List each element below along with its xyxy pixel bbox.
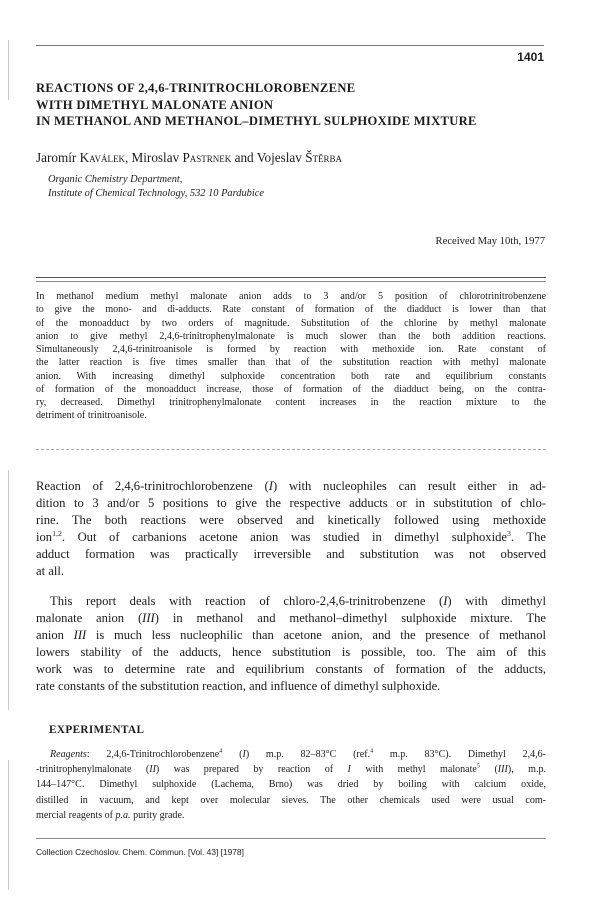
scan-margin-mark	[8, 760, 9, 890]
article-title	[36, 80, 566, 130]
abstract-line: to give the mono- and di-adducts. Rate constant of formation of the diadduct is lower than that	[36, 304, 546, 316]
abstract-line: of the monoadduct by two orders of magnitude. Substitution of the chlorine by methyl malonate	[36, 317, 546, 329]
body-line: Reaction of 2,4,6-trinitrochlorobenzene (I) with nucleophiles can result either in ad-	[36, 479, 547, 493]
author-separator: , Miroslav	[124, 150, 183, 165]
reagents-line: -trinitrophenylmalonate (II) was prepared by reaction of I with methyl malonate$^5$ (III), m.p.	[36, 762, 547, 776]
body-line: rate constants of the substitution reaction, and influence of dimethyl sulphoxide.	[36, 679, 441, 693]
abstract	[36, 290, 546, 423]
body-line: dition to 3 and/or 5 positions to give the respective adducts or in substitution of chlo-	[36, 496, 546, 510]
author-surname: Štěrba	[305, 150, 343, 165]
abstract-top-rule	[36, 277, 546, 278]
body-line: anion III is much less nucleophilic than acetone anion, and the presence of methanol	[36, 628, 546, 642]
body-line: rine. The both reactions were observed and kinetically followed using methoxide	[36, 513, 546, 527]
abstract-line: anion. With increasing dimethyl sulphoxide concentration both rate and equilibrium constants	[36, 370, 546, 382]
intro-paragraph-1	[36, 478, 546, 580]
title-line: REACTIONS OF 2,4,6-TRINITROCHLOROBENZENE	[36, 81, 356, 95]
author-surname: Kaválek	[79, 150, 125, 165]
received-date: Received May 10th, 1977	[435, 236, 545, 247]
affiliation	[48, 173, 264, 200]
title-line: WITH DIMETHYL MALONATE ANION	[36, 97, 274, 112]
affiliation-line: Organic Chemistry Department,	[48, 174, 183, 185]
affiliation-line: Institute of Chemical Technology, 532 10 Pardubice	[48, 187, 264, 199]
abstract-line: anion to give methyl 2,4,6-trinitrophenylmalonate is much slower than the both addition reactions.	[36, 330, 546, 342]
title-line: IN METHANOL AND METHANOL–DIMETHYL SULPHOXIDE MIXTURE	[36, 114, 477, 128]
author-first-name: Jaromír	[36, 150, 80, 165]
abstract-line: ry, decreased. Dimethyl trinitrophenylmalonate content increases in the reaction mixture to the	[36, 397, 546, 408]
abstract-top-rule	[36, 281, 546, 282]
journal-footer: Collection Czechoslov. Chem. Commun. [Vol. 43] [1978]	[36, 847, 244, 857]
reagents-line: 144–147°C. Dimethyl sulphoxide (Lachema, Brno) was dried by boiling with calcium oxide,	[36, 779, 546, 791]
body-line: lowers stability of the adducts, hence substitution is possible, too. The aim of this	[36, 645, 546, 659]
abstract-line: In methanol medium methyl malonate anion adds to 3 and/or 5 position of chlorotrinitrobenzene	[36, 291, 546, 302]
author-surname: Pastrnek	[182, 150, 232, 165]
page-number: 1401	[517, 50, 544, 64]
abstract-line: detriment of trinitroanisole.	[36, 410, 147, 422]
scan-margin-mark	[8, 40, 9, 100]
body-line: work was to determine rate and equilibrium constants of formation of the adducts,	[36, 662, 546, 676]
section-heading-experimental: EXPERIMENTAL	[49, 724, 145, 736]
body-line: at all.	[36, 564, 64, 578]
author-list	[36, 150, 342, 166]
abstract-line: Simultaneously 2,4,6-trinitroanisole is formed by reaction with methoxide ion. Rate constant of	[36, 344, 546, 355]
reagents-line: Reagents: 2,4,6-Trinitrochlorobenzene$^4$ (I) m.p. 82–83°C (ref.$^4$ m.p. 83°C). Dimethyl 2,4,6-	[50, 747, 547, 760]
abstract-line: the latter reaction is five times smaller than that of the substitution reaction with methyl malonate	[36, 357, 546, 369]
abstract-bottom-rule	[36, 449, 546, 450]
author-separator: and Vojeslav	[231, 150, 306, 165]
body-line: ion$^{1,2}$. Out of carbanions acetone anion was studied in dimethyl sulphoxide$^3$. The	[36, 528, 546, 544]
body-line: adduct formation was practically irreversible and substitution was not observed	[36, 547, 546, 561]
header-rule	[36, 45, 544, 46]
reagents-line: mercial reagents of p.a. purity grade.	[36, 809, 185, 821]
body-line: malonate anion (III) in methanol and methanol–dimethyl sulphoxide mixture. The	[36, 611, 546, 625]
body-line: This report deals with reaction of chloro-2,4,6-trinitrobenzene (I) with dimethyl	[50, 594, 546, 608]
scan-margin-mark	[8, 470, 9, 710]
reagents-line: distilled in vacuum, and kept over molecular sieves. The other chemicals used were usual com-	[36, 794, 546, 806]
abstract-line: of formation of the monoadduct increase, those of formation of the diadduct being, on the contra-	[36, 383, 546, 395]
footer-rule	[36, 838, 546, 839]
reagents-paragraph	[36, 747, 546, 823]
intro-paragraph-2	[36, 593, 546, 695]
